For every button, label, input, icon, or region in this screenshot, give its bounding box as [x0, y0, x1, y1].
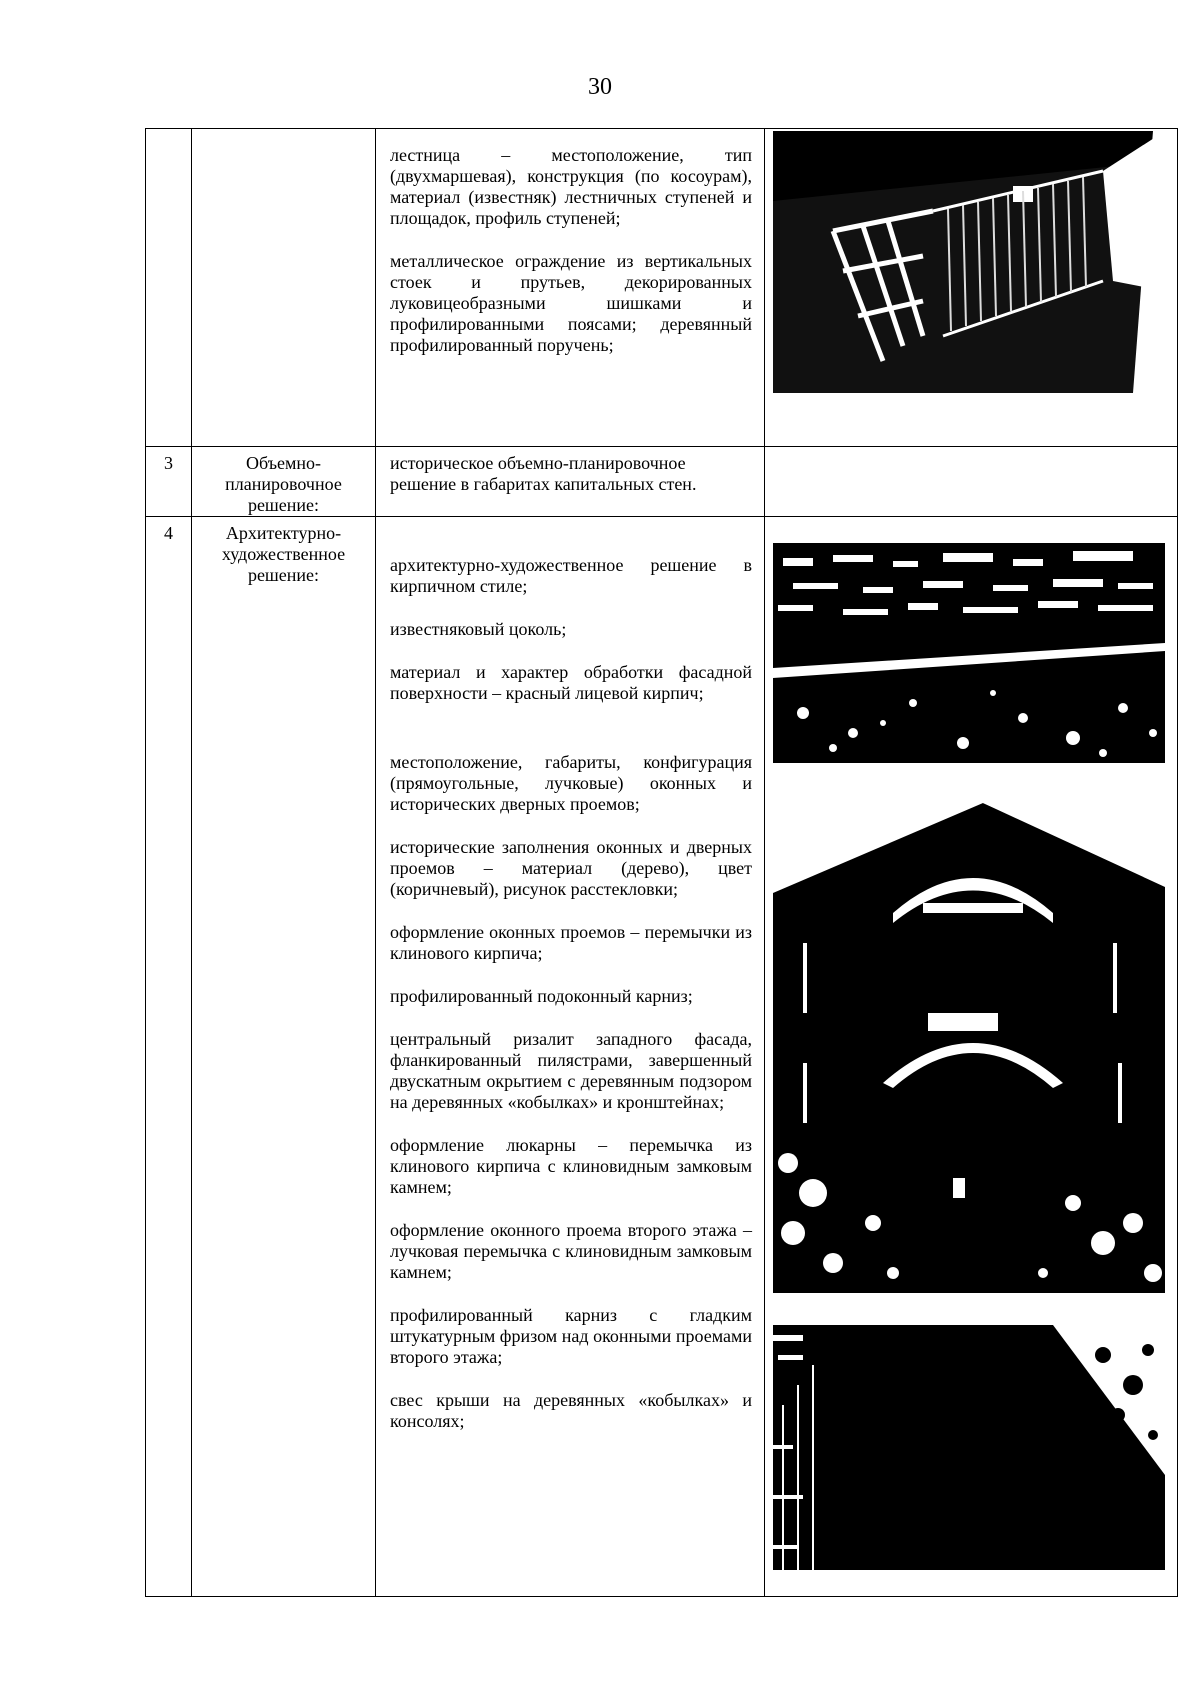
feature-item: оформление люкарны – перемычка из клинового кирпича с клиновидным замковым камнем; [390, 1135, 752, 1197]
row-name-cell [192, 517, 376, 1597]
feature-item: свес крыши на деревянных «кобылках» и консолях; [390, 1390, 752, 1431]
row-photo-cell [765, 447, 1178, 517]
row-number-cell [146, 129, 192, 447]
feature-item: исторические заполнения оконных и дверных проемов – материал (дерево), цвет (коричневый), рисунок расстекловки; [390, 837, 752, 899]
page-number: 30 [588, 74, 612, 100]
feature-item: профилированный подоконный карниз; [390, 986, 693, 1006]
row-number-cell [146, 517, 192, 1597]
feature-item: историческое объемно-планировочное решение в габаритах капитальных стен. [390, 453, 697, 494]
row-description-cell [376, 517, 765, 1597]
row-name: Объемно-планировочное решение: [225, 453, 342, 515]
feature-item: оформление оконного проема второго этажа – лучковая перемычка с клиновидным замковым камнем; [390, 1220, 752, 1282]
feature-item: местоположение, габариты, конфигурация (прямоугольные, лучковые) оконных и исторических дверных проемов; [390, 752, 752, 814]
feature-item: материал и характер обработки фасадной поверхности – красный лицевой кирпич; [390, 662, 752, 703]
table-row-planning [146, 447, 1178, 517]
feature-item: известняковый цоколь; [390, 619, 567, 639]
photo-plinth-brick [773, 543, 1165, 763]
feature-item: оформление оконных проемов – перемычки из клинового кирпича; [390, 922, 752, 963]
row-description-cell [376, 129, 765, 447]
row-name-cell [192, 447, 376, 517]
feature-item: центральный ризалит западного фасада, фланкированный пилястрами, завершенный двускатным окрытием с деревянным подзором на деревянных «кобылках» и кронштейнах; [390, 1029, 752, 1112]
feature-item: профилированный карниз с гладким штукатурным фризом над оконными проемами второго этажа; [390, 1305, 752, 1367]
row-photo-cell [765, 129, 1178, 447]
photo-roof-eaves [773, 1325, 1165, 1570]
feature-item: металлическое ограждение из вертикальных стоек и прутьев, декорированных луковицеобразными шишками и профилированными поясами; деревянный профилированный поручень; [390, 251, 752, 355]
protected-features-table [145, 128, 1178, 1597]
row-description-cell [376, 447, 765, 517]
row-number-cell [146, 447, 192, 517]
feature-item: архитектурно-художественное решение в кирпичном стиле; [390, 555, 752, 596]
photo-facade-risalit [773, 803, 1165, 1293]
row-name [192, 129, 375, 135]
feature-item: лестница – местоположение, тип (двухмаршевая), конструкция (по косоурам), материал (известняк) лестничных ступеней и площадок, профиль ступеней; [390, 145, 752, 228]
row-number: 3 [164, 453, 173, 473]
row-name-cell [192, 129, 376, 447]
row-number [146, 129, 191, 135]
row-photo-cell [765, 517, 1178, 1597]
photo-staircase [773, 131, 1165, 393]
row-name: Архитектурно-художественное решение: [221, 523, 346, 585]
table-row-architecture [146, 517, 1178, 1597]
row-number: 4 [164, 523, 173, 543]
table-row-stairs [146, 129, 1178, 447]
